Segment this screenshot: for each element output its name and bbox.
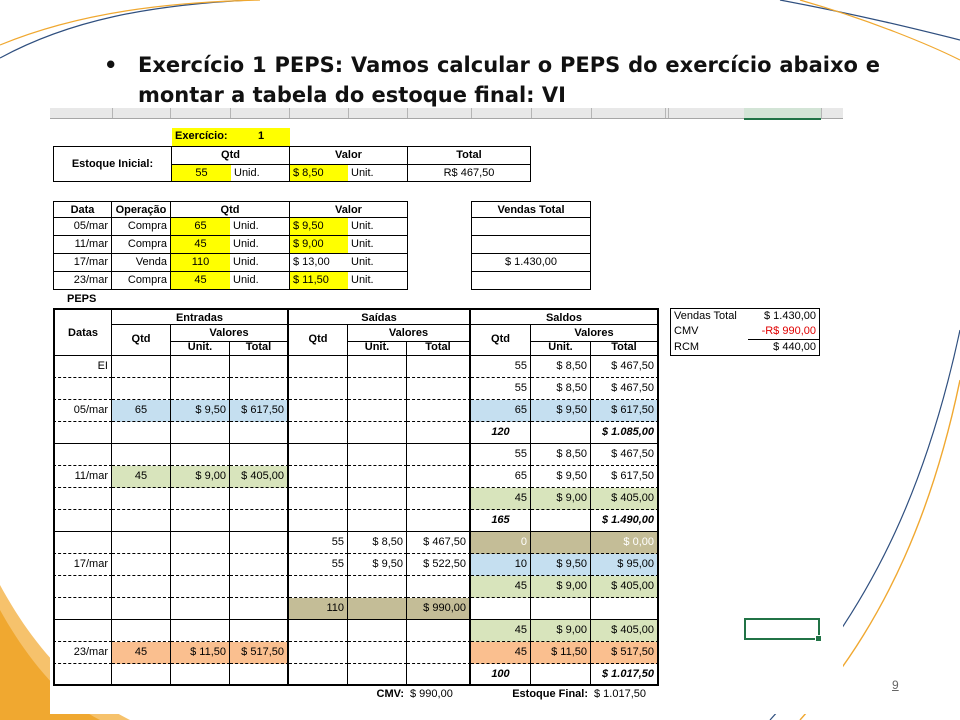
peps-row-8-e-total <box>230 532 289 554</box>
peps-row-9-date: 17/mar <box>53 554 112 576</box>
stock-initial-header-valor: Valor <box>290 146 408 165</box>
peps-row-6-e-total <box>230 488 289 510</box>
bullet-dot: • <box>104 53 118 77</box>
ops-row-3-data: 23/mar <box>53 272 112 290</box>
peps-row-5-e-qtd: 45 <box>112 466 171 488</box>
peps-saldos-qtd: Qtd <box>471 325 531 356</box>
peps-row-8-e-qtd <box>112 532 171 554</box>
peps-row-2-s-total: $ 617,50 <box>591 400 659 422</box>
peps-row-12-s-total: $ 405,00 <box>591 620 659 642</box>
peps-row-2-s-qtd: 65 <box>471 400 531 422</box>
peps-row-11-o-total: $ 990,00 <box>407 598 471 620</box>
peps-row-9-o-qtd: 55 <box>289 554 348 576</box>
ops-row-1-data: 11/mar <box>53 236 112 254</box>
stock-initial-valor-unit: Unit. <box>348 165 408 182</box>
exercise-number: 1 <box>232 128 290 146</box>
peps-row-4-e-total <box>230 444 289 466</box>
ops-row-3-qu: Unid. <box>230 272 290 290</box>
peps-row-13-s-total: $ 517,50 <box>591 642 659 664</box>
ops-row-2-data: 17/mar <box>53 254 112 272</box>
peps-row-9-s-qtd: 10 <box>471 554 531 576</box>
peps-row-9-o-total: $ 522,50 <box>407 554 471 576</box>
peps-row-12-o-qtd <box>289 620 348 642</box>
peps-row-14-e-qtd <box>112 664 171 686</box>
peps-row-4-date <box>53 444 112 466</box>
peps-row-3-date <box>53 422 112 444</box>
page-number: 9 <box>892 678 899 692</box>
peps-row-1-date <box>53 378 112 400</box>
peps-entradas-qtd: Qtd <box>112 325 171 356</box>
peps-row-5-e-total: $ 405,00 <box>230 466 289 488</box>
estoque-final-value: $ 1.017,50 <box>594 688 646 700</box>
peps-row-9-e-qtd <box>112 554 171 576</box>
summary-label-1: CMV <box>670 324 748 340</box>
peps-row-2-o-unit <box>348 400 407 422</box>
ops-header-operacao: Operação <box>112 201 171 218</box>
peps-row-11-o-qtd: 110 <box>289 598 348 620</box>
peps-row-2-e-unit: $ 9,50 <box>171 400 230 422</box>
peps-row-1-o-unit <box>348 378 407 400</box>
sales-cell-1 <box>471 218 591 236</box>
peps-row-0-e-qtd <box>112 356 171 378</box>
selected-column-header <box>744 108 821 120</box>
peps-row-13-o-unit <box>348 642 407 664</box>
peps-row-14-o-unit <box>348 664 407 686</box>
peps-row-6-s-unit: $ 9,00 <box>531 488 591 510</box>
peps-row-10-o-unit <box>348 576 407 598</box>
peps-row-13-s-qtd: 45 <box>471 642 531 664</box>
peps-row-4-e-qtd <box>112 444 171 466</box>
peps-row-0-e-total <box>230 356 289 378</box>
estoque-final-label: Estoque Final: <box>512 688 588 700</box>
peps-row-7-s-total: $ 1.490,00 <box>591 510 659 532</box>
peps-row-5-e-unit: $ 9,00 <box>171 466 230 488</box>
summary-label-2: RCM <box>670 340 748 356</box>
active-cell-selection[interactable] <box>744 618 820 640</box>
peps-row-10-s-qtd: 45 <box>471 576 531 598</box>
peps-row-7-o-qtd <box>289 510 348 532</box>
ops-row-3-valor: $ 11,50 <box>290 272 348 290</box>
peps-row-11-s-qtd <box>471 598 531 620</box>
summary-value-0: $ 1.430,00 <box>748 308 820 324</box>
peps-row-4-s-qtd: 55 <box>471 444 531 466</box>
peps-row-1-e-total <box>230 378 289 400</box>
peps-row-8-o-unit: $ 8,50 <box>348 532 407 554</box>
stock-initial-qtd-unit: Unid. <box>231 165 290 182</box>
ops-row-2-qu: Unid. <box>230 254 290 272</box>
peps-row-9-e-unit <box>171 554 230 576</box>
peps-row-3-s-unit <box>531 422 591 444</box>
peps-row-10-e-total <box>230 576 289 598</box>
peps-row-0-e-unit <box>171 356 230 378</box>
peps-row-10-date <box>53 576 112 598</box>
sales-cell-2 <box>471 236 591 254</box>
peps-row-4-o-unit <box>348 444 407 466</box>
sales-value: $ 1.430,00 <box>471 254 591 272</box>
peps-row-10-s-unit: $ 9,00 <box>531 576 591 598</box>
ops-row-2-qtd: 110 <box>171 254 230 272</box>
peps-row-3-o-total <box>407 422 471 444</box>
peps-row-2-e-qtd: 65 <box>112 400 171 422</box>
peps-row-9-e-total <box>230 554 289 576</box>
peps-row-13-e-total: $ 517,50 <box>230 642 289 664</box>
ops-row-2-vu: Unit. <box>348 254 408 272</box>
peps-row-1-e-qtd <box>112 378 171 400</box>
ops-header-data: Data <box>53 201 112 218</box>
peps-row-5-s-unit: $ 9,50 <box>531 466 591 488</box>
ops-header-qtd: Qtd <box>171 201 290 218</box>
peps-row-7-o-total <box>407 510 471 532</box>
stock-initial-header-qtd: Qtd <box>172 146 290 165</box>
ops-row-1-valor: $ 9,00 <box>290 236 348 254</box>
peps-row-8-e-unit <box>171 532 230 554</box>
peps-row-14-date <box>53 664 112 686</box>
peps-row-4-s-total: $ 467,50 <box>591 444 659 466</box>
peps-saldos-total: Total <box>591 341 659 356</box>
ops-row-0-data: 05/mar <box>53 218 112 236</box>
ops-row-1-qu: Unid. <box>230 236 290 254</box>
peps-row-12-e-total <box>230 620 289 642</box>
peps-row-4-s-unit: $ 8,50 <box>531 444 591 466</box>
ops-row-0-op: Compra <box>112 218 171 236</box>
peps-row-13-o-total <box>407 642 471 664</box>
peps-row-5-date: 11/mar <box>53 466 112 488</box>
peps-saidas-unit: Unit. <box>348 341 407 356</box>
peps-row-3-s-total: $ 1.085,00 <box>591 422 659 444</box>
sales-cell-4 <box>471 272 591 290</box>
peps-row-11-e-unit <box>171 598 230 620</box>
peps-row-12-e-unit <box>171 620 230 642</box>
peps-row-7-s-qtd: 165 <box>471 510 531 532</box>
peps-row-6-s-total: $ 405,00 <box>591 488 659 510</box>
peps-row-4-o-total <box>407 444 471 466</box>
ops-row-0-qu: Unid. <box>230 218 290 236</box>
peps-row-8-s-unit <box>531 532 591 554</box>
ops-row-3-op: Compra <box>112 272 171 290</box>
cmv-value: $ 990,00 <box>410 688 453 700</box>
peps-row-14-e-total <box>230 664 289 686</box>
peps-saldos-unit: Unit. <box>531 341 591 356</box>
peps-row-6-o-unit <box>348 488 407 510</box>
exercise-label: Exercício: <box>172 128 232 146</box>
peps-row-4-o-qtd <box>289 444 348 466</box>
peps-row-1-o-total <box>407 378 471 400</box>
peps-row-5-o-qtd <box>289 466 348 488</box>
stock-initial-label: Estoque Inicial: <box>53 146 172 182</box>
swoosh-top-left <box>0 0 240 40</box>
fill-handle[interactable] <box>815 635 822 642</box>
peps-row-6-date <box>53 488 112 510</box>
peps-row-8-o-qtd: 55 <box>289 532 348 554</box>
ops-row-2-valor: $ 13,00 <box>290 254 348 272</box>
peps-row-5-s-total: $ 617,50 <box>591 466 659 488</box>
peps-row-2-e-total: $ 617,50 <box>230 400 289 422</box>
peps-row-7-o-unit <box>348 510 407 532</box>
peps-row-12-o-unit <box>348 620 407 642</box>
peps-row-3-e-total <box>230 422 289 444</box>
spreadsheet-image <box>50 108 843 714</box>
peps-row-1-s-qtd: 55 <box>471 378 531 400</box>
peps-header-datas: Datas <box>53 308 112 356</box>
ops-row-1-op: Compra <box>112 236 171 254</box>
peps-row-5-o-unit <box>348 466 407 488</box>
peps-row-13-e-unit: $ 11,50 <box>171 642 230 664</box>
peps-row-10-o-total <box>407 576 471 598</box>
peps-row-7-e-total <box>230 510 289 532</box>
peps-row-6-o-qtd <box>289 488 348 510</box>
peps-row-9-s-unit: $ 9,50 <box>531 554 591 576</box>
peps-row-5-o-total <box>407 466 471 488</box>
stock-initial-header-total: Total <box>408 146 531 165</box>
peps-row-12-s-qtd: 45 <box>471 620 531 642</box>
peps-row-6-e-unit <box>171 488 230 510</box>
slide-bullet-text <box>104 50 880 110</box>
peps-row-1-s-unit: $ 8,50 <box>531 378 591 400</box>
peps-row-14-s-total: $ 1.017,50 <box>591 664 659 686</box>
peps-row-6-e-qtd <box>112 488 171 510</box>
peps-row-14-e-unit <box>171 664 230 686</box>
peps-row-3-o-qtd <box>289 422 348 444</box>
curve-top-right-blue <box>780 0 960 40</box>
peps-row-8-o-total: $ 467,50 <box>407 532 471 554</box>
ops-row-0-vu: Unit. <box>348 218 408 236</box>
peps-row-13-e-qtd: 45 <box>112 642 171 664</box>
peps-row-14-o-qtd <box>289 664 348 686</box>
peps-saidas-valores: Valores <box>348 325 471 342</box>
ops-row-3-qtd: 45 <box>171 272 230 290</box>
ops-row-1-vu: Unit. <box>348 236 408 254</box>
peps-row-2-o-qtd <box>289 400 348 422</box>
sales-header: Vendas Total <box>471 201 591 218</box>
ops-row-3-vu: Unit. <box>348 272 408 290</box>
peps-saidas-total: Total <box>407 341 471 356</box>
peps-row-10-o-qtd <box>289 576 348 598</box>
column-header-strip <box>50 108 843 119</box>
peps-row-12-date <box>53 620 112 642</box>
peps-row-1-o-qtd <box>289 378 348 400</box>
ops-row-2-op: Venda <box>112 254 171 272</box>
peps-row-10-s-total: $ 405,00 <box>591 576 659 598</box>
peps-row-14-o-total <box>407 664 471 686</box>
summary-label-0: Vendas Total <box>670 308 748 324</box>
peps-row-3-s-qtd: 120 <box>471 422 531 444</box>
peps-row-12-o-total <box>407 620 471 642</box>
peps-header-saidas: Saídas <box>289 308 471 325</box>
peps-row-11-o-unit <box>348 598 407 620</box>
peps-entradas-valores: Valores <box>171 325 289 342</box>
stock-initial-valor: $ 8,50 <box>290 165 348 182</box>
peps-row-7-e-unit <box>171 510 230 532</box>
peps-row-7-s-unit <box>531 510 591 532</box>
ops-row-0-valor: $ 9,50 <box>290 218 348 236</box>
peps-row-3-o-unit <box>348 422 407 444</box>
peps-row-11-date <box>53 598 112 620</box>
peps-row-10-e-unit <box>171 576 230 598</box>
peps-row-1-e-unit <box>171 378 230 400</box>
peps-row-0-s-unit: $ 8,50 <box>531 356 591 378</box>
peps-row-0-s-qtd: 55 <box>471 356 531 378</box>
peps-title: PEPS <box>67 293 97 305</box>
peps-row-13-s-unit: $ 11,50 <box>531 642 591 664</box>
peps-row-8-date <box>53 532 112 554</box>
peps-row-10-e-qtd <box>112 576 171 598</box>
peps-row-0-date: EI <box>53 356 112 378</box>
stock-initial-total: R$ 467,50 <box>408 165 531 182</box>
peps-row-12-s-unit: $ 9,00 <box>531 620 591 642</box>
peps-saidas-qtd: Qtd <box>289 325 348 356</box>
peps-row-6-o-total <box>407 488 471 510</box>
peps-row-11-s-total <box>591 598 659 620</box>
peps-row-8-s-qtd: 0 <box>471 532 531 554</box>
peps-row-11-e-qtd <box>112 598 171 620</box>
peps-header-saldos: Saldos <box>471 308 659 325</box>
peps-row-0-o-total <box>407 356 471 378</box>
peps-row-3-e-qtd <box>112 422 171 444</box>
ops-row-0-qtd: 65 <box>171 218 230 236</box>
peps-row-13-o-qtd <box>289 642 348 664</box>
peps-row-7-e-qtd <box>112 510 171 532</box>
peps-row-0-o-qtd <box>289 356 348 378</box>
stock-initial-qtd: 55 <box>172 165 231 182</box>
peps-row-8-s-total: $ 0,00 <box>591 532 659 554</box>
peps-row-1-s-total: $ 467,50 <box>591 378 659 400</box>
peps-row-2-o-total <box>407 400 471 422</box>
peps-row-3-e-unit <box>171 422 230 444</box>
peps-row-11-e-total <box>230 598 289 620</box>
slide-title: Exercício 1 PEPS: Vamos calcular o PEPS do exercício abaixo e montar a tabela do estoque final: VI <box>138 53 880 107</box>
peps-row-11-s-unit <box>531 598 591 620</box>
peps-row-0-o-unit <box>348 356 407 378</box>
peps-row-12-e-qtd <box>112 620 171 642</box>
peps-row-0-s-total: $ 467,50 <box>591 356 659 378</box>
peps-header-entradas: Entradas <box>112 308 289 325</box>
peps-row-2-s-unit: $ 9,50 <box>531 400 591 422</box>
ops-row-1-qtd: 45 <box>171 236 230 254</box>
peps-row-9-s-total: $ 95,00 <box>591 554 659 576</box>
summary-value-2: $ 440,00 <box>748 340 820 356</box>
peps-row-7-date <box>53 510 112 532</box>
ops-header-valor: Valor <box>290 201 408 218</box>
peps-row-13-date: 23/mar <box>53 642 112 664</box>
peps-saldos-valores: Valores <box>531 325 659 342</box>
cmv-label: CMV: <box>376 688 404 700</box>
peps-row-9-o-unit: $ 9,50 <box>348 554 407 576</box>
peps-row-14-s-qtd: 100 <box>471 664 531 686</box>
peps-row-4-e-unit <box>171 444 230 466</box>
peps-row-2-date: 05/mar <box>53 400 112 422</box>
peps-entradas-unit: Unit. <box>171 341 230 356</box>
peps-row-6-s-qtd: 45 <box>471 488 531 510</box>
summary-value-1: -R$ 990,00 <box>748 324 820 340</box>
peps-row-5-s-qtd: 65 <box>471 466 531 488</box>
peps-row-14-s-unit <box>531 664 591 686</box>
peps-entradas-total: Total <box>230 341 289 356</box>
